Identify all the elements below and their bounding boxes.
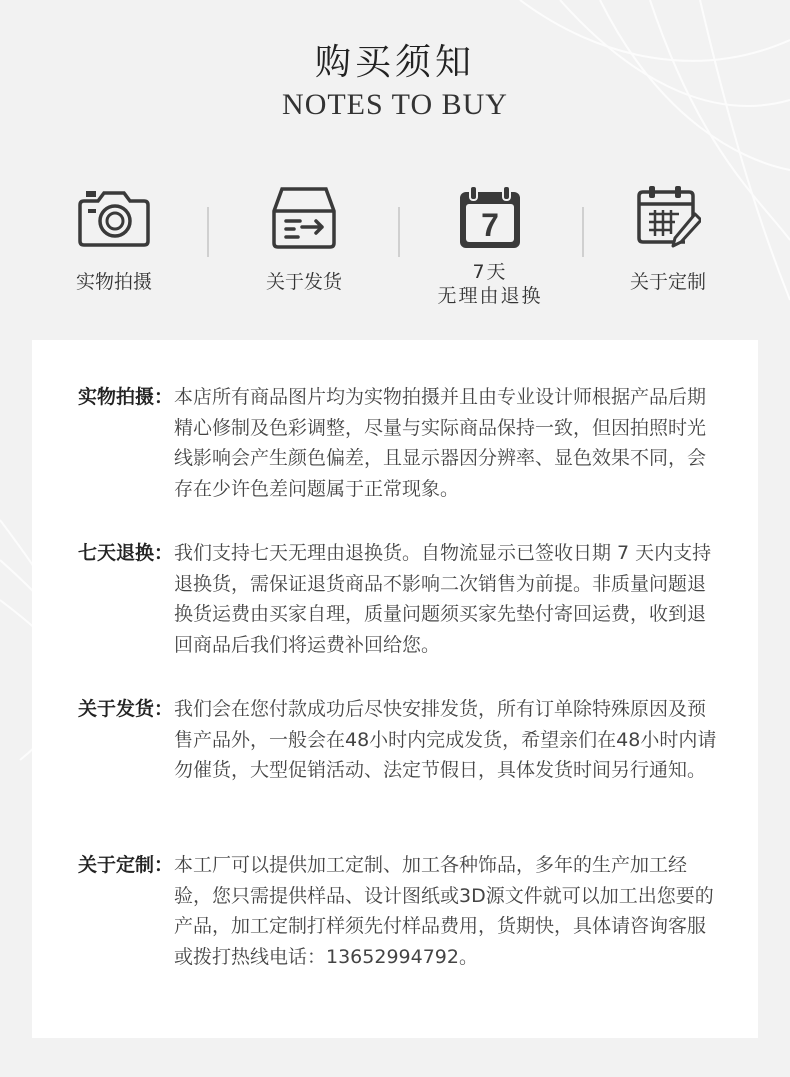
note-real-photo <box>78 382 718 504</box>
page-subtitle: NOTES TO BUY <box>282 88 508 121</box>
shipping-box-icon <box>210 182 398 252</box>
divider <box>207 207 209 257</box>
calendar-7-icon <box>396 182 584 252</box>
feature-label-line2: 无理由退换 <box>437 285 543 307</box>
camera-icon <box>20 182 208 252</box>
note-label: 七天退换： <box>78 542 174 564</box>
note-text: 本工厂可以提供加工定制、加工各种饰品，多年的生产加工经验，您只需提供样品、设计图纸或3D源文件就可以加工出您要的产品，加工定制打样须先付样品费用，货期快，具体请咨询客服或拨打热线电话：13652994792。 <box>174 854 714 968</box>
feature-label-line1: 7天 <box>472 261 508 283</box>
note-text: 我们支持七天无理由退换货。自物流显示已签收日期 7 天内支持退换货，需保证退货商品不影响二次销售为前提。非质量问题退换货运费由买家自理，质量问题须买家先垫付寄回运费，收到退回商品后我们将运费补回给您。 <box>174 542 712 656</box>
page-header <box>0 40 790 122</box>
feature-label: 关于定制 <box>629 271 706 293</box>
feature-real-photo <box>20 182 208 294</box>
feature-label: 实物拍摄 <box>75 271 152 293</box>
note-label: 实物拍摄： <box>78 386 174 408</box>
note-text: 我们会在您付款成功后尽快安排发货，所有订单除特殊原因及预售产品外，一般会在48小时内完成发货，希望亲们在48小时内请勿催货，大型促销活动、法定节假日，具体发货时间另行通知。 <box>174 698 717 781</box>
note-customization <box>78 850 718 972</box>
feature-7-day-return <box>396 182 584 308</box>
page-title: 购买须知 <box>314 42 475 83</box>
calendar-pen-icon <box>574 182 762 252</box>
feature-customization <box>574 182 762 294</box>
note-text: 本店所有商品图片均为实物拍摄并且由专业设计师根据产品后期精心修制及色彩调整，尽量与实际商品保持一致，但因拍照时光线影响会产生颜色偏差，且显示器因分辨率、显色效果不同，会存在少许色差问题属于正常现象。 <box>174 386 707 500</box>
feature-label <box>396 260 584 308</box>
calendar-number: 7 <box>481 207 499 243</box>
feature-shipping <box>210 182 398 294</box>
feature-icons-row <box>20 182 770 312</box>
note-label: 关于定制： <box>78 854 174 876</box>
note-7-day-return <box>78 538 718 660</box>
note-shipping <box>78 694 718 786</box>
feature-label: 关于发货 <box>265 271 342 293</box>
note-label: 关于发货： <box>78 698 174 720</box>
notes-card <box>32 340 758 1038</box>
